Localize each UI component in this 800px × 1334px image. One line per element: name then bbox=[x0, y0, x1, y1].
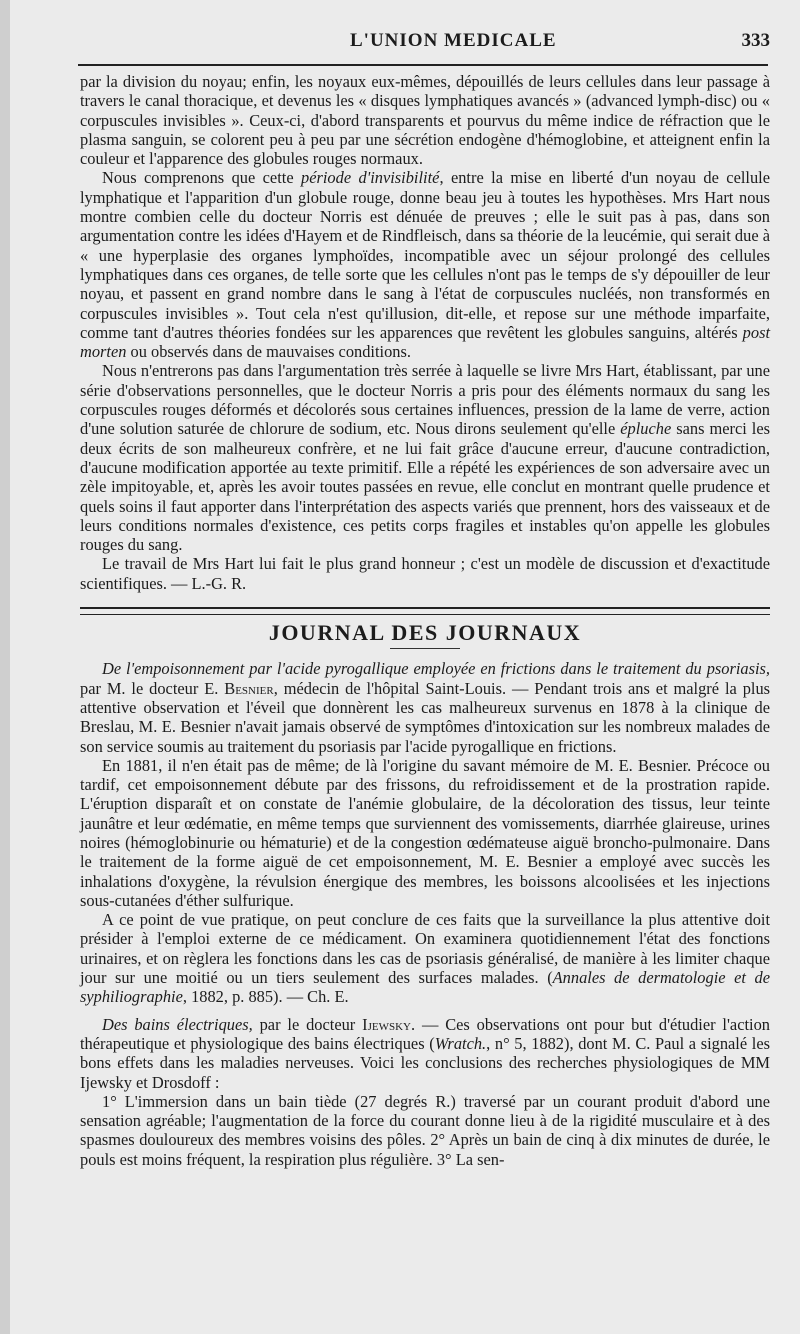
article-paragraph: De l'empoisonnement par l'acide pyrogallique employée en frictions dans le traitement du psoriasis, par M. le docteur E. Besnier, médecin de l'hôpital Saint-Louis. — Pendant trois ans et malgré la plus attentive observation et l'éveil que donnèrent les cas malheureux survenus en 1878 à la clinique de Breslau, M. E. Besnier n'avait jamais observé de symptômes d'intoxication sur les nombreux malades de son service soumis au traitement du psoriasis par l'acide pyrogallique en frictions. bbox=[80, 659, 771, 756]
page-header bbox=[80, 30, 770, 56]
journal-name: L'UNION MEDICALE bbox=[350, 30, 557, 51]
page-number: 333 bbox=[741, 30, 770, 51]
paragraph: Nous comprenons que cette période d'invisibilité, entre la mise en liberté d'un noyau de cellule lymphatique et l'apparition d'un globule rouge, donne beau jeu à toutes les hypothèses. Mrs Hart nous montre combien celle du docteur Norris est dénuée de preuves ; elle le suit pas à pas, dans son argumentation contre les idées d'Hayem et de Rindfleisch, dans sa théorie de la leucémie, qui serait due à « une hyperplasie des organes lymphoïdes, incompatible avec un séjour prolongé des cellules lymphatiques dans ces organes, de telle sorte que les cellules n'ont pas le temps de s'y dépouiller de leur noyau, et passent en grand nombre dans le sang à l'état de corpuscules nucléés, non transformés en corpuscules invisibles ». Tout cela n'est qu'illusion, dit-elle, et repose sur une méthode imparfaite, comme tant d'autres théories fondées sur les apparences que revêtent les globules sanguins, altérés post morten ou observés dans de mauvaises conditions. bbox=[80, 168, 770, 362]
paragraph: par la division du noyau; enfin, les noyaux eux-mêmes, dépouillés de leurs cellules dans leur passage à travers le canal thoracique, et devenus les « disques lymphatiques avancés » (advanced lymph-disc) ou « corpuscules invisibles ». Ceux-ci, d'abord transparents et pourvus du même indice de réfraction que le plasma sanguin, se colorent peu à peu par une sécrétion endogène d'hémoglobine, et atteignent enfin la couleur et l'apparence des globules rouges normaux. bbox=[80, 72, 770, 169]
paragraph: En 1881, il n'en était pas de même; de là l'origine du savant mémoire de M. E. Besnier. Précoce ou tardif, cet empoisonnement débute par des frissons, du refroidissement et de la prostration rapide. L'éruption disparaît et on constate de l'anémie globulaire, de la décoloration des tissus, leur teinte jaunâtre et leur œdématie, en même temps que surviennent des vomissements, diarrhée glaireuse, urines noires (hémoglobinurie ou hématurie) et de la congestion œdémateuse aiguë broncho-pulmonaire. Dans le traitement de la forme aiguë de cet empoisonnement, M. E. Besnier a employé avec succès les inhalations d'oxygène, la révulsion énergique des membres, les boissons alcoolisées et les injections sous-cutanées d'éther sulfurique. bbox=[80, 755, 770, 910]
journal-page bbox=[10, 0, 800, 1334]
paragraph: 1° L'immersion dans un bain tiède (27 degrés R.) traversé par un courant produit d'abord une sensation agréable; l'augmentation de la force du courant donne lieu à de la rigidité musculaire et à des spasmes douloureux des membres voisins des pôles. 2° Après un bain de cinq à dix minutes de durée, le pouls est moins fréquent, la respiration plus régulière. 3° La sen- bbox=[80, 1091, 770, 1169]
paragraph: A ce point de vue pratique, on peut conclure de ces faits que la surveillance la plus attentive doit présider à l'emploi externe de ce médicament. On examinera quotidiennement l'état des fonctions urinaires, et on règlera les fonctions dans les cas de psoriasis généralisé, de manière à les limiter chaque jour sur une moitié ou un tiers seulement des surfaces malades. (Annales de dermatologie et de syphiliographie, 1882, p. 885). — Ch. E. bbox=[80, 910, 770, 1007]
section-divider bbox=[80, 607, 770, 615]
page-content bbox=[80, 72, 770, 1169]
article-title: Des bains électriques, bbox=[102, 1014, 253, 1034]
paragraph: Nous n'entrerons pas dans l'argumentation très serrée à laquelle se livre Mrs Hart, établissant, par une série d'observations personnelles, que le docteur Norris a pris pour des éléments normaux du sang les corpuscules rouges déformés et décolorés sous certaines influences, pression de la lame de verre, action d'une solution saturée de chlorure de sodium, etc. Nous dirons seulement qu'elle épluche sans merci les deux écrits de son malheureux confrère, et ne lui fait grâce d'aucune erreur, d'aucune contradiction, d'aucune modification apportée au texte primitif. Elle a répété les expériences de son adversaire avec un zèle impitoyable, et, après les avoir toutes passées en revue, elle conclut en montrant quelle prudence et quels soins il faut apporter dans l'interprétation des aspects variés que prennent, hors des vaisseaux et de leurs conditions normales d'existence, ces petits corps fragiles et instables qu'on appelle les globules rouges du sang. bbox=[80, 361, 770, 555]
title-underline bbox=[390, 648, 460, 649]
article-paragraph: Des bains électriques, par le docteur Ijewsky. — Ces observations ont pour but d'étudier l'action thérapeutique et physiologique des bains électriques (Wratch., n° 5, 1882), dont M. C. Paul a signalé les bons effets dans les maladies nerveuses. Voici les conclusions des recherches physiologiques de MM Ijewsky et Drosdoff : bbox=[80, 1014, 770, 1092]
header-rule bbox=[78, 64, 768, 66]
author-name: E. Besnier bbox=[204, 678, 274, 698]
paragraph-signature: Le travail de Mrs Hart lui fait le plus grand honneur ; c'est un modèle de discussion et d'exactitude scientifiques. — L.-G. R. bbox=[80, 554, 770, 593]
section-title: JOURNAL DES JOURNAUX bbox=[268, 620, 582, 646]
article-title: De l'empoisonnement par l'acide pyrogallique employée en frictions dans le traitement du psoriasis, bbox=[102, 659, 770, 679]
author-name: Ijewsky bbox=[362, 1014, 411, 1034]
